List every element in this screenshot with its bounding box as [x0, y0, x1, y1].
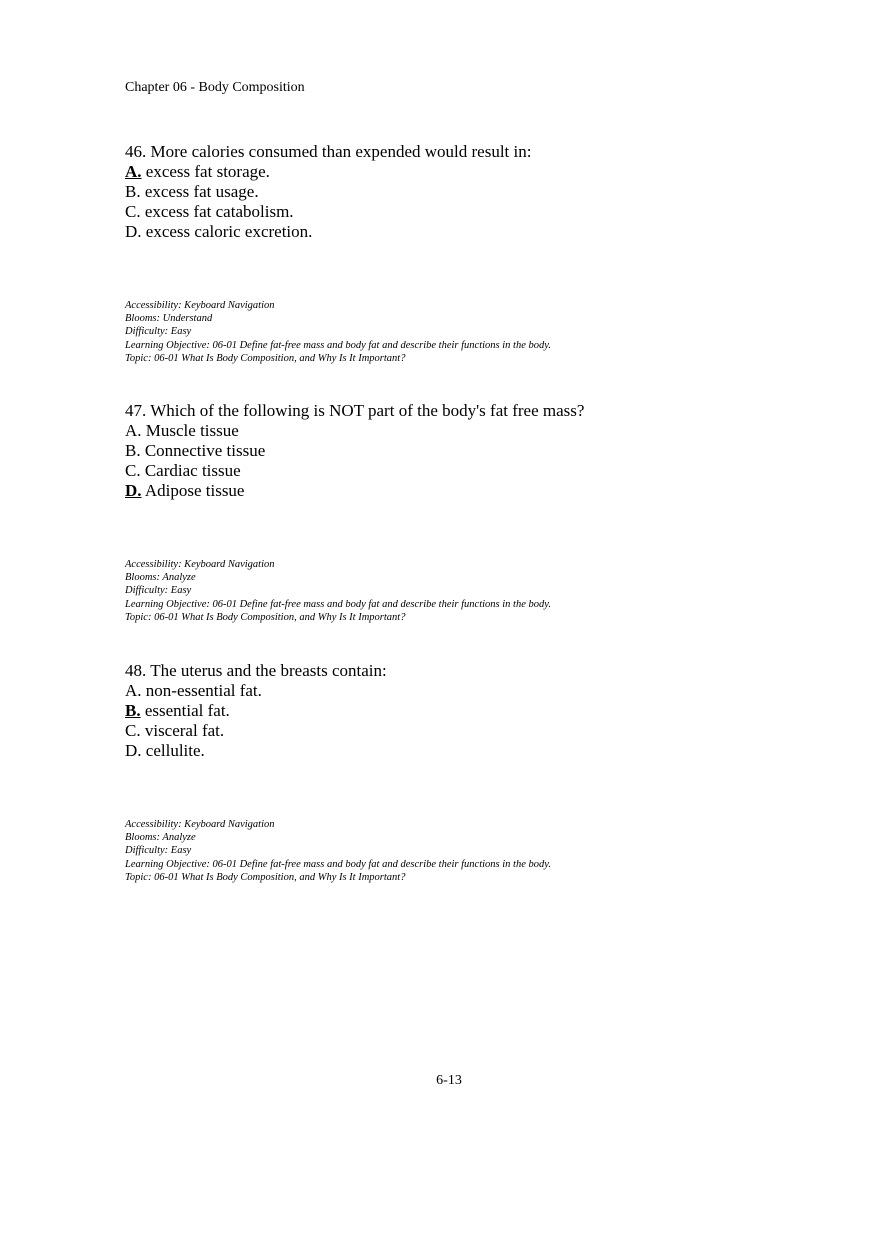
- meta-difficulty: Difficulty: Easy: [125, 585, 192, 597]
- meta-accessibility: Accessibility: Keyboard Navigation: [125, 819, 275, 830]
- option-c: [125, 721, 825, 741]
- option-letter: C.: [125, 202, 141, 221]
- option-letter: C.: [125, 721, 141, 740]
- meta-learning-objective: Learning Objective: 06-01 Define fat-free mass and body fat and describe their functions in the body.: [125, 339, 551, 351]
- meta-blooms: Blooms: Analyze: [125, 832, 196, 844]
- option-letter: B.: [125, 182, 141, 201]
- option-text: Muscle tissue: [141, 421, 239, 440]
- meta-topic: Topic: 06-01 What Is Body Composition, and Why Is It Important?: [125, 352, 406, 364]
- option-d: [125, 741, 825, 761]
- question-stem: 48. The uterus and the breasts contain:: [125, 661, 387, 680]
- option-letter: D.: [125, 741, 142, 760]
- meta-blooms: Blooms: Understand: [125, 313, 213, 325]
- option-text: non-essential fat.: [141, 681, 262, 700]
- question-metadata: [125, 558, 825, 624]
- meta-learning-objective: Learning Objective: 06-01 Define fat-free mass and body fat and describe their functions in the body.: [125, 858, 551, 870]
- option-b: [125, 441, 825, 461]
- option-a: [125, 421, 825, 441]
- question-47: [125, 401, 825, 624]
- meta-learning-objective: Learning Objective: 06-01 Define fat-free mass and body fat and describe their functions in the body.: [125, 598, 551, 610]
- question-48: [125, 661, 825, 884]
- meta-topic: Topic: 06-01 What Is Body Composition, and Why Is It Important?: [125, 611, 406, 623]
- option-a: [125, 162, 825, 182]
- meta-topic: Topic: 06-01 What Is Body Composition, and Why Is It Important?: [125, 871, 406, 883]
- option-c: [125, 461, 825, 481]
- page-number: 6-13: [436, 1073, 462, 1088]
- meta-difficulty: Difficulty: Easy: [125, 845, 192, 857]
- question-stem: 46. More calories consumed than expended would result in:: [125, 142, 532, 161]
- option-text: excess fat storage.: [141, 162, 270, 181]
- option-b: [125, 701, 825, 721]
- question-46: [125, 142, 825, 365]
- option-letter-correct: A.: [125, 162, 142, 181]
- question-metadata: [125, 299, 825, 365]
- page-header: Chapter 06 - Body Composition: [125, 80, 305, 95]
- option-letter: A.: [125, 421, 142, 440]
- meta-accessibility: Accessibility: Keyboard Navigation: [125, 559, 275, 570]
- option-text: excess fat catabolism.: [140, 202, 294, 221]
- option-c: [125, 202, 825, 222]
- question-metadata: [125, 818, 825, 884]
- option-a: [125, 681, 825, 701]
- option-letter: C.: [125, 461, 141, 480]
- meta-difficulty: Difficulty: Easy: [125, 326, 192, 338]
- option-text: cellulite.: [141, 741, 205, 760]
- option-d: [125, 481, 825, 501]
- meta-blooms: Blooms: Analyze: [125, 572, 196, 584]
- option-text: Connective tissue: [140, 441, 266, 460]
- meta-accessibility: Accessibility: Keyboard Navigation: [125, 300, 275, 311]
- option-letter: A.: [125, 681, 142, 700]
- option-text: excess fat usage.: [140, 182, 259, 201]
- option-text: visceral fat.: [140, 721, 225, 740]
- option-letter: D.: [125, 222, 142, 241]
- option-letter-correct: B.: [125, 701, 141, 720]
- option-text: Cardiac tissue: [140, 461, 241, 480]
- option-text: Adipose tissue: [141, 481, 245, 500]
- option-text: excess caloric excretion.: [141, 222, 313, 241]
- option-b: [125, 182, 825, 202]
- question-stem: 47. Which of the following is NOT part of the body's fat free mass?: [125, 401, 585, 420]
- option-letter: B.: [125, 441, 141, 460]
- option-letter-correct: D.: [125, 481, 142, 500]
- option-d: [125, 222, 825, 242]
- option-text: essential fat.: [140, 701, 230, 720]
